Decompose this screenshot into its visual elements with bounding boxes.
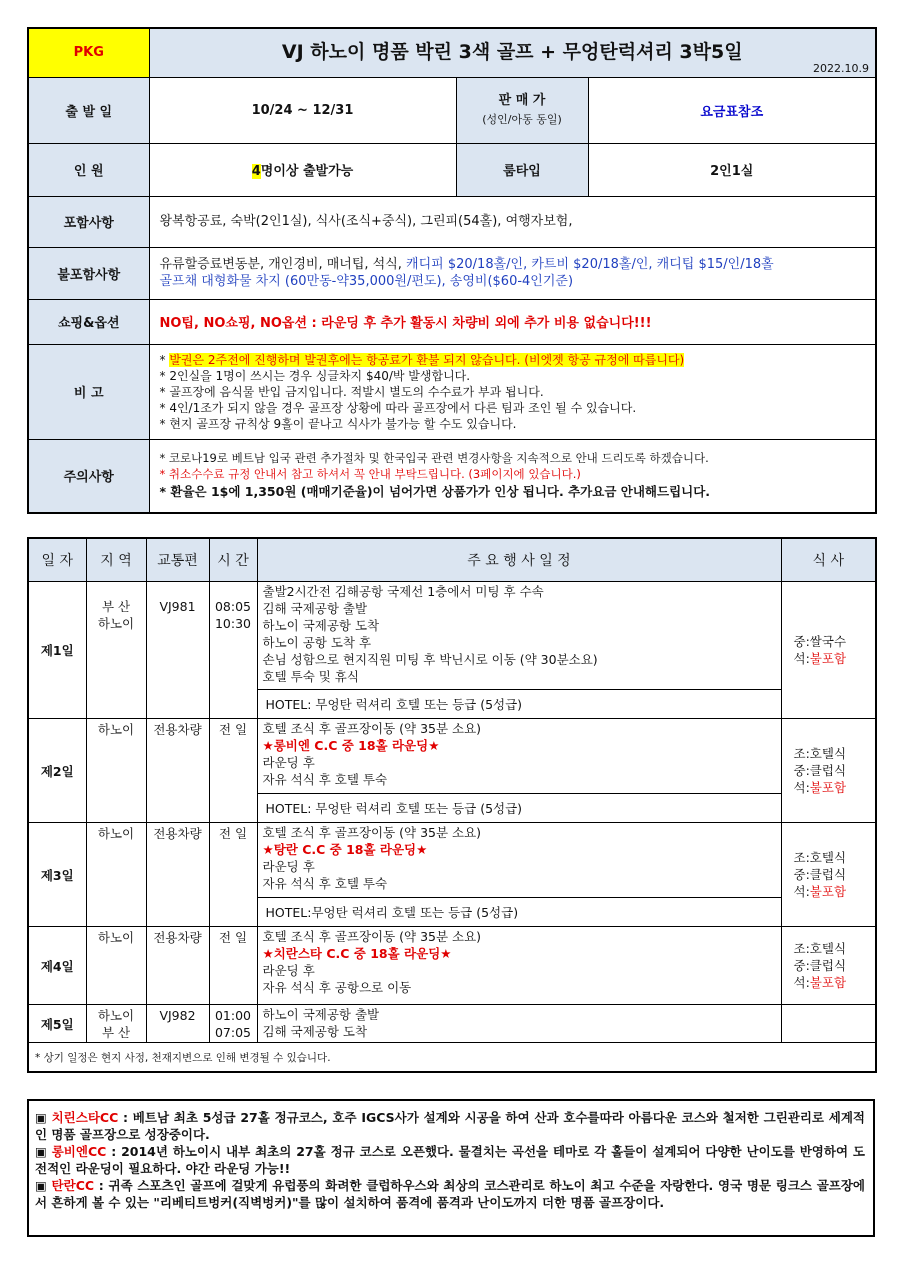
remark-line-4: * 현지 골프장 규칙상 9홀이 끝나고 식사가 불가능 할 수도 있습니다.: [159, 416, 517, 431]
day-4-transport: 전용차량: [146, 927, 209, 1005]
people-label: 인 원: [28, 143, 149, 196]
meal-value: 클럽식: [809, 958, 847, 973]
schedule-line: 손님 성함으로 현지직원 미팅 후 박닌시로 이동 (약 30분소요): [262, 652, 598, 667]
day-4-region: 하노이: [86, 927, 146, 1005]
meal-value: 호텔식: [809, 850, 847, 865]
price-label: 판 매 가: [498, 93, 546, 108]
meal-key: 조:: [793, 941, 810, 956]
time-line: 01:00: [214, 1008, 252, 1023]
day-2-transport: 전용차량: [146, 719, 209, 823]
region-line: 하노이: [97, 1008, 135, 1023]
day-1-region: [86, 582, 146, 719]
day-1-transport: [146, 582, 209, 719]
time-line: 10:30: [214, 616, 252, 631]
caution-text: [149, 439, 876, 513]
departure-label: 출 발 일: [28, 77, 149, 143]
day-1-time: [209, 582, 257, 719]
header-day: 일 자: [28, 538, 86, 582]
meal-line: [794, 957, 876, 974]
meal-line: [794, 779, 876, 796]
shopping-text: NO팁, NO쇼핑, NO옵션 : 라운딩 후 추가 활동시 차량비 외에 추가 비용 없습니다!!!: [149, 299, 876, 344]
excluded-label: 불포함사항: [28, 247, 149, 299]
caution-line-1: * 코로나19로 베트남 입국 관련 추가절차 및 한국입국 관련 변경사항을 지속적으로 안내 드리도록 하겠습니다.: [159, 450, 709, 465]
remarks-text: [149, 344, 876, 439]
meal-key: 조:: [793, 850, 810, 865]
day-5-transport: VJ982: [146, 1005, 209, 1043]
issue-date: 2022.10.9: [813, 61, 869, 75]
day-2-region: 하노이: [86, 719, 146, 823]
meal-value: 불포함: [809, 651, 847, 666]
meal-value: 호텔식: [809, 746, 847, 761]
meal-line: [794, 633, 876, 650]
schedule-line: 라운딩 후: [262, 859, 315, 874]
day-4-time: 전 일: [209, 927, 257, 1005]
region-line: 부 산: [101, 599, 131, 614]
day-2: 제2일: [28, 719, 86, 823]
course-name: 치린스타CC: [51, 1110, 119, 1125]
course-chirinstar: [35, 1109, 865, 1143]
header-schedule: 주 요 행 사 일 정: [257, 538, 781, 582]
meal-key: 중:: [793, 763, 810, 778]
bullet-icon: ▣: [35, 1110, 52, 1125]
day-5-meal: [781, 1005, 876, 1043]
day-5-schedule: [257, 1005, 781, 1043]
day-1-schedule: [257, 582, 781, 690]
departure-value: 10/24 ~ 12/31: [149, 77, 456, 143]
header-transport: 교통편: [146, 538, 209, 582]
course-tanran: [35, 1177, 865, 1211]
shopping-label: 쇼핑&옵션: [28, 299, 149, 344]
remark-bullet: *: [159, 352, 170, 367]
schedule-line: 라운딩 후: [262, 755, 315, 770]
schedule-line: 김해 국제공항 출발: [262, 601, 368, 616]
remarks-label: 비 고: [28, 344, 149, 439]
schedule-line: 하노이 국제공항 도착: [262, 618, 380, 633]
day-2-meal: [781, 719, 876, 823]
course-name: 롱비엔CC: [51, 1144, 107, 1159]
schedule-line: 라운딩 후: [262, 963, 315, 978]
schedule-line: 호텔 조식 후 골프장이동 (약 35분 소요): [262, 825, 482, 840]
remark-line-0: [160, 352, 866, 368]
meal-key: 중:: [793, 867, 810, 882]
schedule-line: 자유 석식 후 공항으로 이동: [262, 980, 412, 995]
price-sublabel: (성인/아동 동일): [482, 113, 562, 126]
course-longbien: [35, 1143, 865, 1177]
header-region: 지 역: [86, 538, 146, 582]
meal-value: 호텔식: [809, 941, 847, 956]
meal-key: 석:: [793, 884, 810, 899]
day-3-meal: [781, 823, 876, 927]
meal-value: 불포함: [809, 780, 847, 795]
excluded-line2-blue: 골프채 대형화물 차지 (60만동-약35,000원/편도), 송영비($60-4인기준): [159, 274, 574, 289]
meal-key: 중:: [793, 958, 810, 973]
caution-line-2: * 취소수수료 규정 안내서 참고 하셔서 꼭 안내 부탁드립니다. (3페이지에 있습니다.): [159, 466, 581, 481]
schedule-line: 자유 석식 후 호텔 투숙: [262, 876, 388, 891]
day-3-region: 하노이: [86, 823, 146, 927]
schedule-line: 하노이 국제공항 출발: [262, 1007, 380, 1022]
remark-line-1: * 2인실을 1명이 쓰시는 경우 싱글차지 $40/박 발생합니다.: [159, 368, 471, 383]
price-label-cell: [456, 77, 588, 143]
header-meal: 식 사: [781, 538, 876, 582]
schedule-line: 김해 국제공항 도착: [262, 1024, 368, 1039]
room-label: 룸타입: [456, 143, 588, 196]
schedule-line: 하노이 공항 도착 후: [262, 635, 372, 650]
region-line: 부 산: [101, 1025, 131, 1040]
info-table: [27, 27, 877, 514]
region-line: 하노이: [97, 616, 135, 631]
schedule-line: 자유 석식 후 호텔 투숙: [262, 772, 388, 787]
people-count: 4: [251, 164, 261, 179]
day-3-schedule: [257, 823, 781, 898]
meal-key: 석:: [793, 651, 810, 666]
round-highlight: ★치란스타 C.C 중 18홀 라운딩★: [262, 946, 452, 961]
meal-line: [794, 650, 876, 667]
meal-line: [794, 745, 876, 762]
day-3-time: 전 일: [209, 823, 257, 927]
schedule-line: 호텔 투숙 및 휴식: [262, 669, 359, 684]
schedule-line: 출발2시간전 김해공항 국제선 1층에서 미팅 후 수속: [262, 584, 544, 599]
meal-key: 석:: [793, 780, 810, 795]
day-1: 제1일: [28, 582, 86, 719]
day-3-hotel: HOTEL:무엉탄 럭셔리 호텔 또는 등급 (5성급): [257, 898, 781, 927]
schedule-line: 호텔 조식 후 골프장이동 (약 35분 소요): [262, 721, 482, 736]
transport-text: VJ981: [159, 599, 196, 614]
course-text: : 2014년 하노이시 내부 최초의 27홀 정규 코스로 오픈했다. 물결치는 곡선을 테마로 각 홀들이 설계되어 다양한 난이도를 반영하여 도전적인 라운딩이 필요하다. 야간 라운딩 가능!!: [35, 1144, 865, 1176]
day-1-hotel: HOTEL: 무엉탄 럭셔리 호텔 또는 등급 (5성급): [257, 690, 781, 719]
meal-value: 쌀국수: [809, 634, 847, 649]
meal-key: 조:: [793, 746, 810, 761]
schedule-line: 호텔 조식 후 골프장이동 (약 35분 소요): [262, 929, 482, 944]
page-title: VJ 하노이 명품 박린 3색 골프 + 무엉탄럭셔리 3박5일: [281, 41, 743, 63]
meal-line: [794, 762, 876, 779]
day-2-hotel: HOTEL: 무엉탄 럭셔리 호텔 또는 등급 (5성급): [257, 794, 781, 823]
meal-line: [794, 883, 876, 900]
course-name: 탄란CC: [51, 1178, 95, 1193]
itinerary-footnote: * 상기 일정은 현지 사정, 천재지변으로 인해 변경될 수 있습니다.: [28, 1043, 876, 1073]
day-2-time: 전 일: [209, 719, 257, 823]
bullet-icon: ▣: [35, 1144, 52, 1159]
day-1-meal: [781, 582, 876, 719]
itinerary-table: [27, 537, 877, 1073]
caution-label: 주의사항: [28, 439, 149, 513]
meal-line: [794, 866, 876, 883]
price-value: 요금표참조: [588, 77, 876, 143]
room-value: 2인1실: [588, 143, 876, 196]
people-value: [149, 143, 456, 196]
meal-line: [794, 849, 876, 866]
remark-line-3: * 4인/1조가 되지 않을 경우 골프장 상황에 따라 골프장에서 다른 팀과 조인 될 수 있습니다.: [159, 400, 637, 415]
meal-line: [794, 974, 876, 991]
round-highlight: ★롱비엔 C.C 중 18홀 라운딩★: [262, 738, 440, 753]
included-text: 왕복항공료, 숙박(2인1실), 식사(조식+중식), 그린피(54홀), 여행자보험,: [149, 196, 876, 247]
day-3-transport: 전용차량: [146, 823, 209, 927]
bullet-icon: ▣: [35, 1178, 52, 1193]
course-text: : 귀족 스포츠인 골프에 걸맞게 유럽풍의 화려한 클럽하우스와 최상의 코스관리로 하노이 최고 수준을 자랑한다. 영국 명문 링크스 골프장에서 흔하게 볼 수 있는 "리베티트벙커(직벽벙커)"를 많이 설치하여 품격에 품격과 난이도까지 더한 명품 골프장이다.: [35, 1178, 865, 1210]
meal-key: 중:: [793, 634, 810, 649]
pkg-label: PKG: [28, 28, 149, 77]
caution-line-3: * 환율은 1$에 1,350원 (매매기준율)이 넘어가면 상품가가 인상 됩니다. 추가요금 안내해드립니다.: [159, 483, 711, 499]
excluded-line1-black: 유류할증료변동분, 개인경비, 매너팁, 석식,: [159, 257, 407, 272]
day-5: 제5일: [28, 1005, 86, 1043]
remark-line-2: * 골프장에 음식물 반입 금지입니다. 적발시 별도의 수수료가 부과 됩니다.: [159, 384, 544, 399]
header-time: 시 간: [209, 538, 257, 582]
included-label: 포함사항: [28, 196, 149, 247]
time-line: 07:05: [214, 1025, 252, 1040]
time-line: 08:05: [214, 599, 252, 614]
round-highlight: ★탕란 C.C 중 18홀 라운딩★: [262, 842, 428, 857]
meal-value: 클럽식: [809, 867, 847, 882]
meal-value: 클럽식: [809, 763, 847, 778]
day-2-schedule: [257, 719, 781, 794]
meal-value: 불포함: [809, 975, 847, 990]
day-4-schedule: [257, 927, 781, 1005]
meal-key: 석:: [793, 975, 810, 990]
course-text: : 베트남 최초 5성급 27홀 정규코스, 호주 IGCS사가 설계와 시공을 하여 산과 호수를따라 아름다운 코스와 철저한 그린관리로 세계적인 명품 골프장으로 성장중이다.: [35, 1110, 865, 1142]
title-cell: [149, 28, 876, 77]
day-5-time: [209, 1005, 257, 1043]
meal-line: [794, 940, 876, 957]
meal-value: 불포함: [809, 884, 847, 899]
day-3: 제3일: [28, 823, 86, 927]
day-4-meal: [781, 927, 876, 1005]
excluded-text: [149, 247, 876, 299]
people-text: 명이상 출발가능: [260, 164, 354, 179]
remark-ticket-warning: 발권은 2주전에 진행하며 발권후에는 항공료가 환불 되지 않습니다. (비엣젯 항공 규정에 따릅니다): [169, 352, 685, 367]
day-4: 제4일: [28, 927, 86, 1005]
day-5-region: [86, 1005, 146, 1043]
excluded-line1-blue: 캐디피 $20/18홀/인, 카트비 $20/18홀/인, 캐디팁 $15/인/18홀: [406, 257, 774, 272]
course-descriptions: [27, 1099, 875, 1237]
